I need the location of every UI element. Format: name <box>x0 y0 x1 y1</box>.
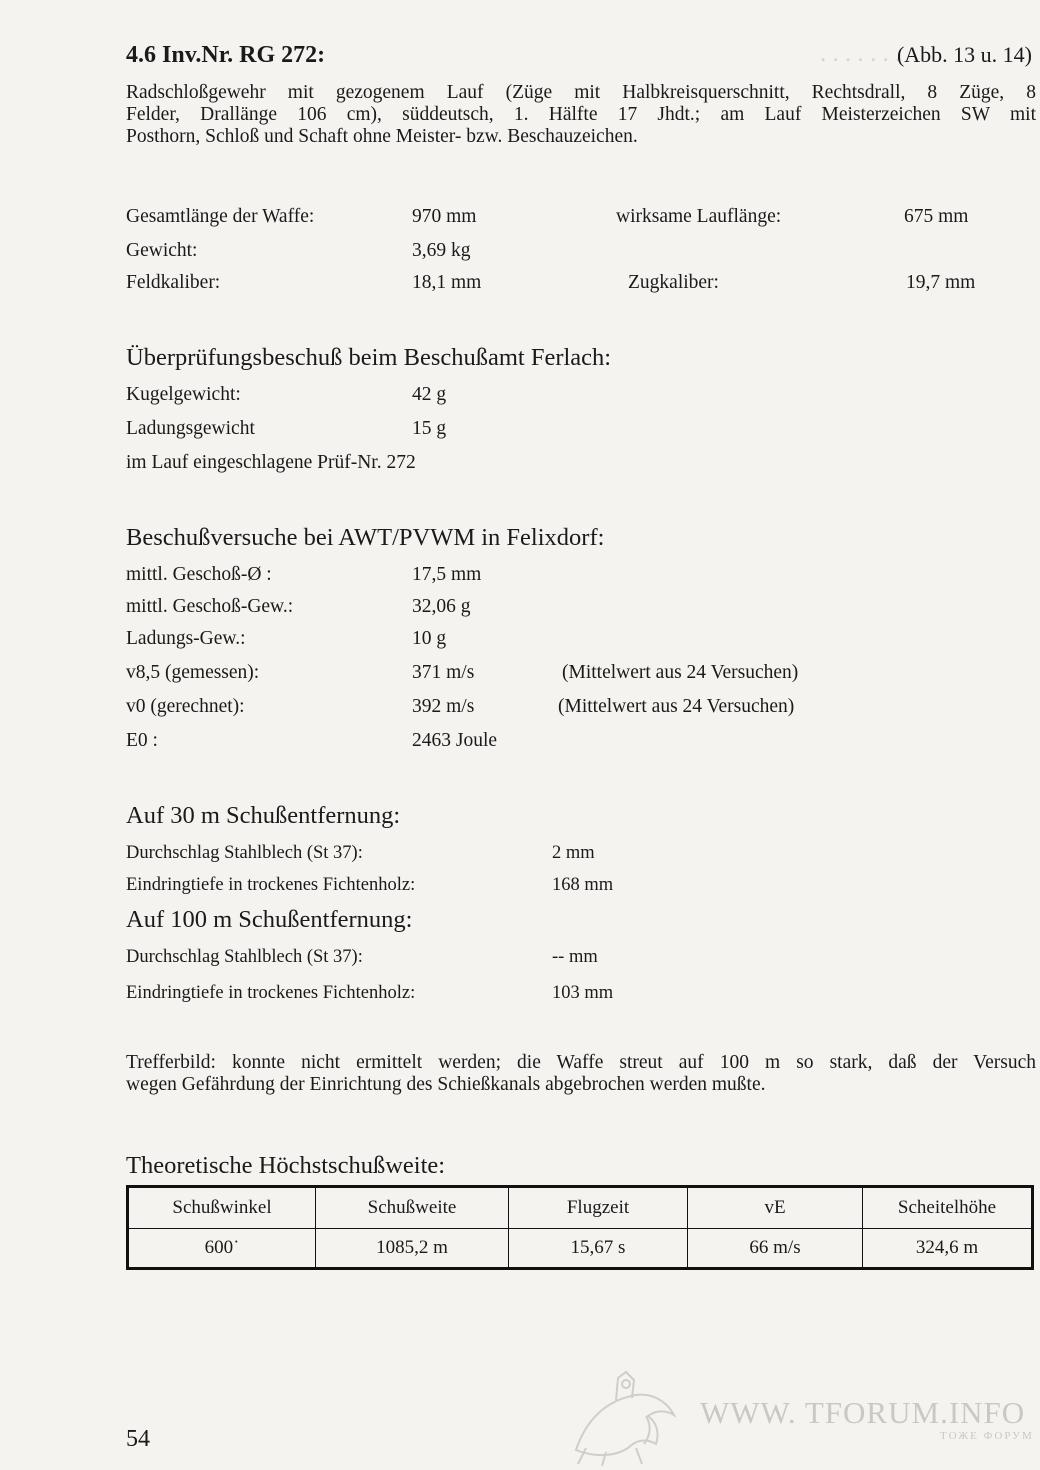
table-header-cell: Schußwinkel <box>128 1187 316 1229</box>
spec-label: Durchschlag Stahlblech (St 37): <box>126 947 363 967</box>
spec-value: 2463 Joule <box>412 730 498 751</box>
spec-label: Gewicht: <box>126 240 198 261</box>
trefferbild-paragraph <box>126 1052 1036 1096</box>
spec-label: Eindringtiefe in trockenes Fichtenholz: <box>126 983 416 1003</box>
table-cell: 15,67 s <box>509 1229 688 1269</box>
spec-label: mittl. Geschoß-Ø : <box>126 564 272 585</box>
spec-label: Ladungsgewicht <box>126 418 255 439</box>
spec-value: 15 g <box>412 418 447 439</box>
spec-label: Gesamtlänge der Waffe: <box>126 206 315 227</box>
pruef-nr-text: im Lauf eingeschlagene Prüf-Nr. 272 <box>126 452 416 473</box>
section-heading: Auf 30 m Schußentfernung: <box>126 802 401 829</box>
ghost-text <box>500 310 506 338</box>
spec-value: 18,1 mm <box>412 272 482 293</box>
section-heading: Beschußversuche bei AWT/PVWM in Felixdorf: <box>126 524 605 551</box>
spec-row <box>126 206 1034 236</box>
spec-value: 970 mm <box>412 206 477 227</box>
spec-label: v8,5 (gemessen): <box>126 662 260 683</box>
spec-value: 19,7 mm <box>906 272 976 293</box>
spec-value: 3,69 kg <box>412 240 471 261</box>
spec-value: 371 m/s <box>412 662 475 683</box>
figure-reference: (Abb. 13 u. 14) <box>896 42 1032 67</box>
section-heading: Theoretische Höchstschußweite: <box>126 1152 446 1179</box>
spec-label: Ladungs-Gew.: <box>126 628 246 649</box>
table-cell: 66 m/s <box>688 1229 863 1269</box>
spec-value: -- mm <box>552 947 598 967</box>
spec-label: Feldkaliber: <box>126 272 221 293</box>
section-heading: Auf 100 m Schußentfernung: <box>126 906 413 933</box>
spec-value: 32,06 g <box>412 596 471 617</box>
page-number: 54 <box>126 1426 150 1452</box>
description-paragraph <box>126 82 1036 148</box>
range-table <box>126 1185 1034 1270</box>
spec-value: 168 mm <box>552 875 614 895</box>
watermark-subtext: ТОЖЕ ФОРУМ <box>940 1430 1034 1442</box>
spec-value: 10 g <box>412 628 447 649</box>
table-header-cell: Scheitelhöhe <box>863 1187 1033 1229</box>
spec-label: Durchschlag Stahlblech (St 37): <box>126 843 363 863</box>
table-header-row <box>128 1187 1033 1229</box>
table-cell: 324,6 m <box>863 1229 1033 1269</box>
table-header-cell: Schußweite <box>316 1187 509 1229</box>
spec-label: mittl. Geschoß-Gew.: <box>126 596 294 617</box>
spec-label: Eindringtiefe in trockenes Fichtenholz: <box>126 875 416 895</box>
spec-label: Zugkaliber: <box>628 272 719 293</box>
table-cell: 600˙ <box>128 1229 316 1269</box>
description-line: Radschloßgewehr mit gezogenem Lauf (Züge mit Halbkreisquerschnitt, Rechtsdrall, 8 Züge, 8 <box>126 82 1036 103</box>
spec-note: (Mittelwert aus 24 Versuchen) <box>562 662 799 683</box>
description-line: Felder, Drallänge 106 cm), süddeutsch, 1. Hälfte 17 Jhdt.; am Lauf Meisterzeichen SW mit <box>126 104 1036 125</box>
spec-value: 17,5 mm <box>412 564 482 585</box>
spec-value: 42 g <box>412 384 447 405</box>
spec-label: v0 (gerechnet): <box>126 696 245 717</box>
spec-value: 2 mm <box>552 843 595 863</box>
description-line: Posthorn, Schloß und Schaft ohne Meister- bzw. Beschauzeichen. <box>126 126 638 147</box>
knight-logo-icon <box>556 1360 696 1470</box>
trefferbild-line: Trefferbild: konnte nicht ermittelt werden; die Waffe streut auf 100 m so stark, daß der Versuch <box>126 1052 1036 1073</box>
spec-row <box>126 662 1034 692</box>
spec-value: 103 mm <box>552 983 614 1003</box>
spec-label: E0 : <box>126 730 158 751</box>
table-header-cell: vE <box>688 1187 863 1229</box>
section-title: 4.6 Inv.Nr. RG 272: <box>126 42 326 68</box>
table-header-cell: Flugzeit <box>509 1187 688 1229</box>
trefferbild-line: wegen Gefährdung der Einrichtung des Schießkanals abgebrochen werden mußte. <box>126 1074 766 1095</box>
watermark-text: WWW. TFORUM.INFO <box>700 1395 1026 1430</box>
spec-value: 392 m/s <box>412 696 475 717</box>
spec-row <box>126 272 1034 302</box>
spec-label: wirksame Lauflänge: <box>616 206 782 227</box>
ghost-text: . . . . . . . <box>820 40 902 67</box>
table-cell: 1085,2 m <box>316 1229 509 1269</box>
spec-note: (Mittelwert aus 24 Versuchen) <box>558 696 795 717</box>
table-row <box>128 1229 1033 1269</box>
spec-label: Kugelgewicht: <box>126 384 241 405</box>
section-heading: Überprüfungsbeschuß beim Beschußamt Ferlach: <box>126 344 612 371</box>
spec-value: 675 mm <box>904 206 969 227</box>
spec-row <box>126 696 1034 726</box>
